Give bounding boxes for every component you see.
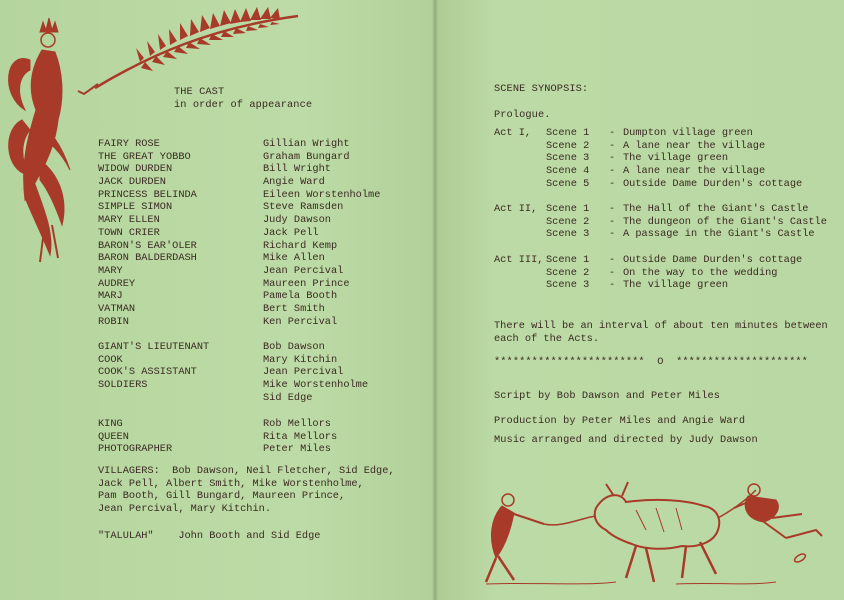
cast-actor: Gillian Wright: [263, 138, 350, 150]
scene-dash: -: [609, 152, 616, 165]
cast-list-royals: [98, 418, 418, 456]
act-label: [494, 279, 546, 292]
cast-role: JACK DURDEN: [98, 176, 166, 189]
cast-role: SOLDIERS: [98, 379, 148, 392]
cast-row: [98, 431, 418, 444]
cast-actor: Jack Pell: [263, 226, 319, 239]
cast-role: AUDREY: [98, 277, 136, 290]
scene-row: [494, 267, 802, 280]
cast-actor: Mike Allen: [263, 252, 325, 265]
act-one: [494, 127, 802, 190]
cast-list-giant: [98, 341, 418, 404]
cast-role: THE GREAT YOBBO: [98, 150, 191, 163]
cast-actor: Graham Bungard: [263, 150, 350, 163]
scene-label: Scene 1: [546, 127, 590, 139]
cast-role: PRINCESS BELINDA: [98, 188, 197, 201]
cast-role: [98, 392, 263, 405]
villagers-credit: [98, 465, 418, 516]
scene-row: [494, 279, 802, 292]
scene-row: [494, 216, 827, 229]
production-credit: Production by Peter Miles and Angie Ward: [494, 415, 746, 427]
cast-role: ROBIN: [98, 315, 129, 328]
scene-label: Scene 3: [546, 279, 590, 292]
cast-role: WIDOW DURDEN: [98, 163, 173, 176]
cast-actor: Rita Mellors: [263, 430, 338, 443]
scene-label: Scene 2: [546, 266, 590, 279]
scene-label: Scene 1: [546, 203, 590, 215]
music-credit: Music arranged and directed by Judy Dawson: [494, 434, 758, 446]
cast-actor: Mike Worstenholme: [263, 379, 369, 392]
cast-actor: Eileen Worstenholme: [263, 188, 381, 201]
scene-row: [494, 165, 802, 178]
cast-row: [98, 303, 418, 316]
cast-actor: Mary Kitchin: [263, 353, 338, 366]
synopsis-heading: SCENE SYNOPSIS:: [494, 83, 589, 95]
cast-row: [98, 341, 418, 354]
villagers-line: Pam Booth, Gill Bungard, Maureen Prince,: [98, 490, 346, 503]
cast-row: [98, 227, 418, 240]
cast-heading: THE CAST: [174, 86, 225, 98]
act-label: [494, 165, 546, 178]
scene-place: A passage in the Giant's Castle: [623, 228, 815, 241]
act-label: Act I,: [494, 127, 532, 139]
cast-row: [98, 176, 418, 189]
cast-row: [98, 418, 418, 431]
scene-row: [494, 228, 827, 241]
act-label: Act II,: [494, 203, 538, 215]
scene-label: Scene 4: [546, 165, 590, 178]
cast-role: BARON'S EAR'OLER: [98, 239, 197, 252]
act-label: [494, 216, 546, 229]
scene-label: Scene 5: [546, 177, 590, 190]
prologue: Prologue.: [494, 109, 551, 121]
scene-row: [494, 203, 827, 216]
scene-row: [494, 140, 802, 153]
scene-dash: -: [609, 177, 616, 190]
scene-place: The village green: [623, 279, 729, 292]
cow-chase-illustration: [486, 478, 842, 598]
scene-dash: -: [609, 228, 616, 241]
act-three: [494, 254, 802, 292]
cast-row: [98, 151, 418, 164]
scene-label: Scene 2: [546, 215, 590, 228]
cast-role: QUEEN: [98, 430, 129, 443]
cast-actor: Judy Dawson: [263, 214, 331, 227]
cast-actor: Richard Kemp: [263, 239, 338, 252]
cast-actor: Peter Miles: [263, 443, 331, 456]
cast-role: COOK: [98, 353, 123, 366]
talulah-credit: "TALULAH" John Booth and Sid Edge: [98, 530, 321, 542]
cast-role: MARJ: [98, 290, 123, 303]
act-label: [494, 267, 546, 280]
scene-dash: -: [609, 215, 616, 228]
act-label: Act III,: [494, 254, 544, 266]
interval-line: There will be an interval of about ten minutes between: [494, 320, 828, 332]
scene-place: The village green: [623, 152, 729, 165]
cast-role: KING: [98, 418, 123, 430]
cast-row: [98, 278, 418, 291]
cast-row: [98, 189, 418, 202]
scene-row: [494, 254, 802, 267]
page-fold: [432, 0, 438, 600]
scene-place: The Hall of the Giant's Castle: [623, 203, 809, 215]
scene-row: [494, 152, 802, 165]
scene-dash: -: [609, 165, 616, 178]
interval-line: each of the Acts.: [494, 332, 600, 345]
cast-row: [98, 201, 418, 214]
cast-role: BARON BALDERDASH: [98, 252, 197, 265]
scene-place: A lane near the village: [623, 139, 766, 152]
scene-row: [494, 178, 802, 191]
cast-role: TOWN CRIER: [98, 226, 160, 239]
cast-role: VATMAN: [98, 302, 136, 315]
villagers-line: Jack Pell, Albert Smith, Mike Worstenholme,: [98, 477, 364, 490]
cast-actor: Bill Wright: [263, 163, 331, 176]
cast-actor: Angie Ward: [263, 176, 325, 189]
act-label: [494, 140, 546, 153]
scene-dash: -: [609, 266, 616, 279]
scene-label: Scene 1: [546, 254, 590, 266]
cast-row: [98, 163, 418, 176]
cast-subheading: in order of appearance: [174, 99, 313, 111]
scene-place: Dumpton village green: [623, 127, 753, 139]
scene-label: Scene 3: [546, 228, 590, 241]
cast-row: [98, 366, 418, 379]
scene-label: Scene 3: [546, 152, 590, 165]
scene-place: Outside Dame Durden's cottage: [623, 254, 803, 266]
scene-label: Scene 2: [546, 139, 590, 152]
scene-place: Outside Dame Durden's cottage: [623, 177, 803, 190]
act-label: [494, 228, 546, 241]
cast-row: [98, 392, 418, 405]
cast-actor: Bob Dawson: [263, 341, 325, 353]
cast-role: FAIRY ROSE: [98, 138, 160, 150]
scene-place: The dungeon of the Giant's Castle: [623, 215, 827, 228]
cast-row: [98, 316, 418, 329]
cast-list-main: [98, 138, 418, 328]
act-label: [494, 178, 546, 191]
scene-place: On the way to the wedding: [623, 266, 778, 279]
cast-row: [98, 379, 418, 392]
cast-actor: Steve Ramsden: [263, 201, 344, 214]
cast-role: SIMPLE SIMON: [98, 201, 173, 214]
scene-dash: -: [609, 254, 616, 266]
cast-actor: Jean Percival: [263, 264, 344, 277]
cast-row: [98, 214, 418, 227]
cast-row: [98, 290, 418, 303]
cast-row: [98, 354, 418, 367]
scene-dash: -: [609, 139, 616, 152]
scene-row: [494, 127, 802, 140]
cast-actor: Jean Percival: [263, 366, 344, 379]
scene-dash: -: [609, 203, 616, 215]
cast-role: MARY: [98, 264, 123, 277]
cast-role: GIANT'S LIEUTENANT: [98, 341, 210, 353]
scene-dash: -: [609, 127, 616, 139]
script-credit: Script by Bob Dawson and Peter Miles: [494, 390, 721, 402]
act-label: [494, 152, 546, 165]
cast-actor: Sid Edge: [263, 391, 313, 404]
cast-row: [98, 443, 418, 456]
cast-actor: Bert Smith: [263, 302, 325, 315]
cast-role: COOK'S ASSISTANT: [98, 366, 197, 379]
cast-actor: Rob Mellors: [263, 418, 331, 430]
interval-note: [494, 320, 828, 345]
cast-row: [98, 265, 418, 278]
scene-place: A lane near the village: [623, 165, 766, 178]
act-two: [494, 203, 827, 241]
cast-row: [98, 252, 418, 265]
cast-actor: Pamela Booth: [263, 290, 338, 303]
cast-row: [98, 138, 418, 151]
cast-actor: Ken Percival: [263, 315, 338, 328]
cast-role: PHOTOGRAPHER: [98, 443, 173, 456]
star-divider: ************************ O *********************: [494, 356, 808, 368]
cast-row: [98, 240, 418, 253]
villagers-line: Jean Percival, Mary Kitchin.: [98, 503, 272, 516]
cast-role: MARY ELLEN: [98, 214, 160, 227]
scene-dash: -: [609, 279, 616, 292]
cast-actor: Maureen Prince: [263, 277, 350, 290]
villagers-line: VILLAGERS: Bob Dawson, Neil Fletcher, Sid Edge,: [98, 465, 395, 477]
